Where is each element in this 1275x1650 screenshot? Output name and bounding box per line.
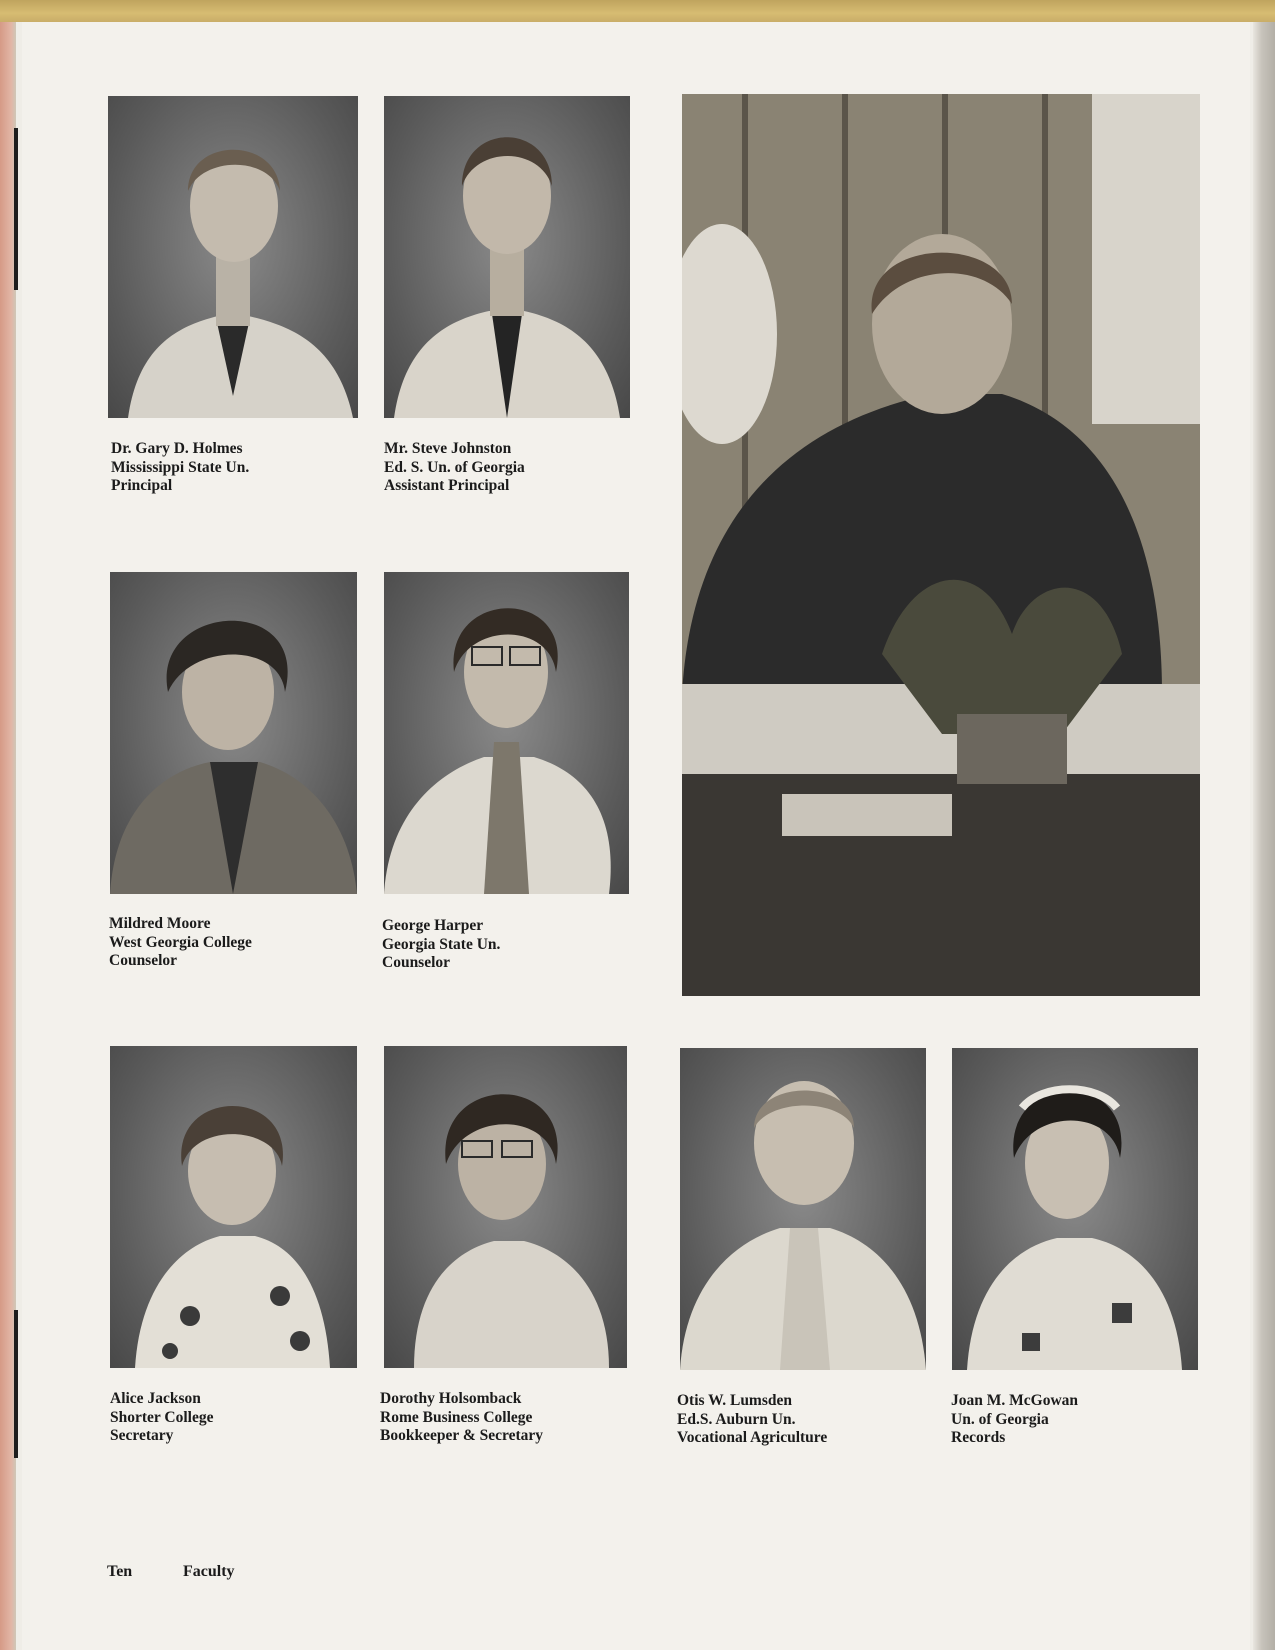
portrait-photo-lumsden (680, 1048, 926, 1370)
faculty-school: Mississippi State Un. (111, 458, 250, 476)
page-number: Ten (107, 1563, 133, 1580)
faculty-role: Vocational Agriculture (677, 1429, 828, 1446)
faculty-caption-jackson (110, 1390, 213, 1446)
faculty-name: Joan M. McGowan (951, 1392, 1079, 1409)
faculty-role: Assistant Principal (384, 477, 510, 494)
faculty-role: Principal (111, 477, 173, 494)
binding-mark (14, 128, 18, 290)
portrait-photo-holmes (108, 96, 358, 418)
faculty-school: Rome Business College (380, 1408, 533, 1426)
scan-right-edge (1253, 22, 1275, 1650)
faculty-school: Georgia State Un. (382, 935, 501, 953)
faculty-name: Dr. Gary D. Holmes (111, 440, 243, 457)
faculty-caption-mcgowan (951, 1392, 1078, 1448)
principal-desk-photo (682, 94, 1200, 996)
faculty-name: Alice Jackson (110, 1390, 201, 1407)
portrait-photo-holsomback (384, 1046, 627, 1368)
faculty-caption-lumsden (677, 1392, 827, 1448)
faculty-school: West Georgia College (109, 933, 252, 951)
faculty-caption-harper (382, 917, 500, 973)
faculty-role: Records (951, 1429, 1006, 1446)
faculty-caption-moore (109, 915, 252, 971)
faculty-school: Ed.S. Auburn Un. (677, 1410, 796, 1428)
portrait-photo-harper (384, 572, 629, 894)
faculty-name: Mr. Steve Johnston (384, 440, 512, 457)
portrait-photo-mcgowan (952, 1048, 1198, 1370)
portrait-photo-jackson (110, 1046, 357, 1368)
faculty-school: Shorter College (110, 1408, 214, 1426)
faculty-name: Mildred Moore (109, 915, 211, 932)
faculty-caption-johnston (384, 440, 525, 496)
faculty-role: Counselor (382, 954, 451, 971)
section-title: Faculty (183, 1563, 235, 1580)
faculty-role: Counselor (109, 952, 178, 969)
faculty-caption-holsomback (380, 1390, 543, 1446)
faculty-name: George Harper (382, 917, 484, 934)
faculty-school: Un. of Georgia (951, 1410, 1049, 1428)
scan-top-edge (0, 0, 1275, 22)
faculty-role: Secretary (110, 1427, 174, 1444)
portrait-photo-moore (110, 572, 357, 894)
faculty-name: Otis W. Lumsden (677, 1392, 793, 1409)
faculty-role: Bookkeeper & Secretary (380, 1427, 543, 1444)
faculty-name: Dorothy Holsomback (380, 1390, 522, 1407)
portrait-photo-johnston (384, 96, 630, 418)
binding-mark (14, 1310, 18, 1458)
faculty-school: Ed. S. Un. of Georgia (384, 458, 525, 476)
faculty-caption-holmes (111, 440, 249, 496)
